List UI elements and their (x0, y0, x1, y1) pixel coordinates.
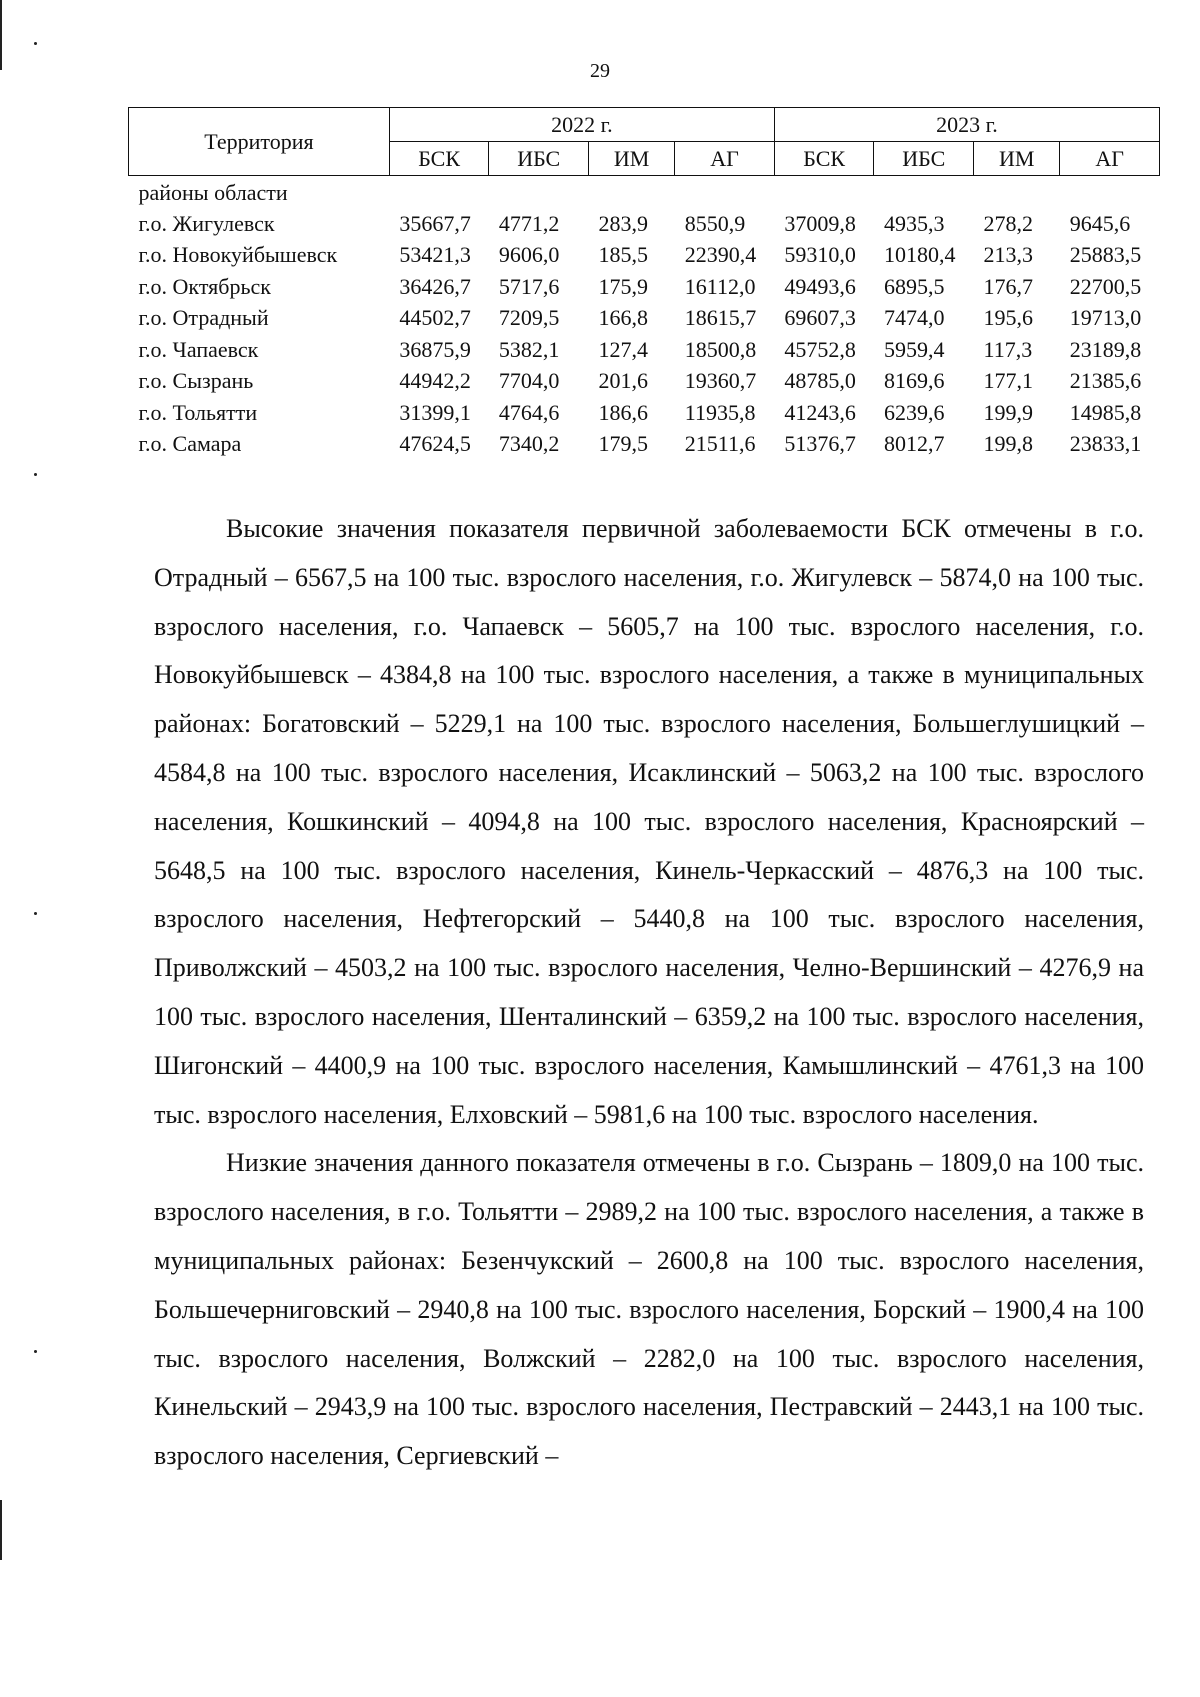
table-cell: 278,2 (983, 210, 1034, 236)
scan-artifact (0, 1500, 2, 1560)
territory-name: г.о. Жигулевск (138, 210, 275, 236)
table-row (129, 303, 1160, 335)
table-cell: 5959,4 (883, 336, 945, 362)
table-cell: 14985,8 (1069, 399, 1142, 425)
column-header: АГ (675, 142, 775, 176)
table-cell: 176,7 (983, 273, 1034, 299)
morbidity-table (128, 107, 1160, 460)
table-cell: 69607,3 (784, 305, 856, 331)
table-row (129, 208, 1160, 240)
paragraph-high-values: Высокие значения показателя первичной заболеваемости БСК отмечены в г.о. Отрадный – 6567,5 на 100 тыс. взрослого населения, г.о. Жигулевск – 5874,0 на 100 тыс. взрослого населения, г.о. Чапаевск – 5605,7 на 100 тыс. взрослого населения, г.о. Новокуйбышевск – 4384,8 на 100 тыс. взрослого населения, а также в муниципальных районах: Богатовский – 5229,1 на 100 тыс. взрослого населения, Большеглушицкий – 4584,8 на 100 тыс. взрослого населения, Исаклинский – 5063,2 на 100 тыс. взрослого населения, Кошкинский – 4094,8 на 100 тыс. взрослого населения, Красноярский – 5648,5 на 100 тыс. взрослого населения, Кинель-Черкасский – 4876,3 на 100 тыс. взрослого населения, Нефтегорский – 5440,8 на 100 тыс. взрослого населения, Приволжский – 4503,2 на 100 тыс. взрослого населения, Челно-Вершинский – 4276,9 на 100 тыс. взрослого населения, Шенталинский – 6359,2 на 100 тыс. взрослого населения, Шигонский – 4400,9 на 100 тыс. взрослого населения, Камышлинский – 4761,3 на 100 тыс. взрослого населения, Елховский – 5981,6 на 100 тыс. взрослого населения. (154, 514, 1144, 1129)
paragraph-low-values: Низкие значения данного показателя отмечены в г.о. Сызрань – 1809,0 на 100 тыс. взрослого населения, в г.о. Тольятти – 2989,2 на 100 тыс. взрослого населения, а также в муниципальных районах: Безенчукский – 2600,8 на 100 тыс. взрослого населения, Большечерниговский – 2940,8 на 100 тыс. взрослого населения, Борский – 1900,4 на 100 тыс. взрослого населения, Волжский – 2282,0 на 100 тыс. взрослого населения, Кинельский – 2943,9 на 100 тыс. взрослого населения, Пестравский – 2443,1 на 100 тыс. взрослого населения, Сергиевский – (154, 1148, 1144, 1471)
column-header: ИБС (874, 142, 974, 176)
table-cell: 199,8 (983, 431, 1034, 457)
table-cell: 7474,0 (883, 305, 945, 331)
table-cell: 44942,2 (399, 368, 471, 394)
table-cell: 179,5 (598, 431, 649, 457)
scan-artifact (34, 42, 37, 45)
territory-name: г.о. Самара (138, 431, 242, 457)
table-row (129, 271, 1160, 303)
table-cell: 166,8 (598, 305, 649, 331)
table-row (129, 429, 1160, 461)
scan-artifact (34, 1350, 37, 1353)
territory-header: Территория (129, 108, 390, 176)
table-cell: 175,9 (598, 273, 649, 299)
table-cell: 48785,0 (784, 368, 856, 394)
scan-artifact (34, 473, 37, 476)
territory-name: г.о. Чапаевск (138, 336, 259, 362)
table-cell: 177,1 (983, 368, 1034, 394)
body-text (154, 505, 1144, 1481)
column-header: БСК (389, 142, 489, 176)
table-cell: 4771,2 (498, 210, 560, 236)
table-cell: 195,6 (983, 305, 1034, 331)
table-cell: 6895,5 (883, 273, 945, 299)
table-cell: 22700,5 (1069, 273, 1142, 299)
column-header: ИБС (489, 142, 589, 176)
table-cell: 31399,1 (399, 399, 471, 425)
table-row (129, 397, 1160, 429)
table-cell: 213,3 (983, 242, 1034, 268)
territory-name: г.о. Октябрьск (138, 273, 271, 299)
table-cell: 199,9 (983, 399, 1034, 425)
group-label: районы области (138, 180, 288, 205)
table-cell: 49493,6 (784, 273, 856, 299)
column-header: ИМ (589, 142, 675, 176)
table-cell: 5382,1 (498, 336, 560, 362)
table-cell: 8169,6 (883, 368, 945, 394)
table-cell: 6239,6 (883, 399, 945, 425)
table-cell: 4764,6 (498, 399, 560, 425)
table-cell: 9606,0 (498, 242, 560, 268)
table-header-row-years (129, 108, 1160, 142)
table-row (129, 366, 1160, 398)
table-cell: 4935,3 (883, 210, 945, 236)
column-header: АГ (1060, 142, 1160, 176)
table-cell: 47624,5 (399, 431, 471, 457)
table-cell: 7704,0 (498, 368, 560, 394)
table-cell: 127,4 (598, 336, 649, 362)
table-cell: 9645,6 (1069, 210, 1131, 236)
table-cell: 45752,8 (784, 336, 856, 362)
table-cell: 8550,9 (684, 210, 746, 236)
table-cell: 16112,0 (684, 273, 756, 299)
year-header-2023: 2023 г. (774, 108, 1159, 142)
territory-name: г.о. Отрадный (138, 305, 269, 331)
table-cell: 21385,6 (1069, 368, 1142, 394)
table-cell: 35667,7 (399, 210, 471, 236)
year-header-2022: 2022 г. (389, 108, 774, 142)
table-cell: 283,9 (598, 210, 649, 236)
table-group-row (129, 176, 1160, 209)
table-cell: 18500,8 (684, 336, 757, 362)
table-cell: 36875,9 (399, 336, 471, 362)
table-cell: 186,6 (598, 399, 649, 425)
territory-name: г.о. Сызрань (138, 368, 254, 394)
territory-name: г.о. Тольятти (138, 399, 258, 425)
table-cell: 22390,4 (684, 242, 757, 268)
table-cell: 44502,7 (399, 305, 471, 331)
page-number: 29 (590, 60, 610, 82)
table-cell: 185,5 (598, 242, 649, 268)
table-cell: 25883,5 (1069, 242, 1142, 268)
table-row (129, 240, 1160, 272)
table-cell: 53421,3 (399, 242, 471, 268)
table-cell: 37009,8 (784, 210, 856, 236)
scan-artifact (0, 0, 2, 70)
table-cell: 117,3 (983, 336, 1033, 362)
table-cell: 59310,0 (784, 242, 856, 268)
table-cell: 201,6 (598, 368, 649, 394)
table-cell: 10180,4 (883, 242, 956, 268)
scan-artifact (34, 912, 37, 915)
table-cell: 21511,6 (684, 431, 756, 457)
table-cell: 7209,5 (498, 305, 560, 331)
table-cell: 7340,2 (498, 431, 560, 457)
table-cell: 11935,8 (684, 399, 756, 425)
table-cell: 5717,6 (498, 273, 560, 299)
table-cell: 23833,1 (1069, 431, 1142, 457)
table-cell: 41243,6 (784, 399, 856, 425)
table-cell: 18615,7 (684, 305, 757, 331)
table-row (129, 334, 1160, 366)
table-cell: 19713,0 (1069, 305, 1142, 331)
table-cell: 51376,7 (784, 431, 856, 457)
table-cell: 36426,7 (399, 273, 471, 299)
column-header: ИМ (974, 142, 1060, 176)
table-cell: 23189,8 (1069, 336, 1142, 362)
table-cell: 8012,7 (883, 431, 945, 457)
column-header: БСК (774, 142, 874, 176)
table-cell: 19360,7 (684, 368, 757, 394)
territory-name: г.о. Новокуйбышевск (138, 242, 338, 268)
